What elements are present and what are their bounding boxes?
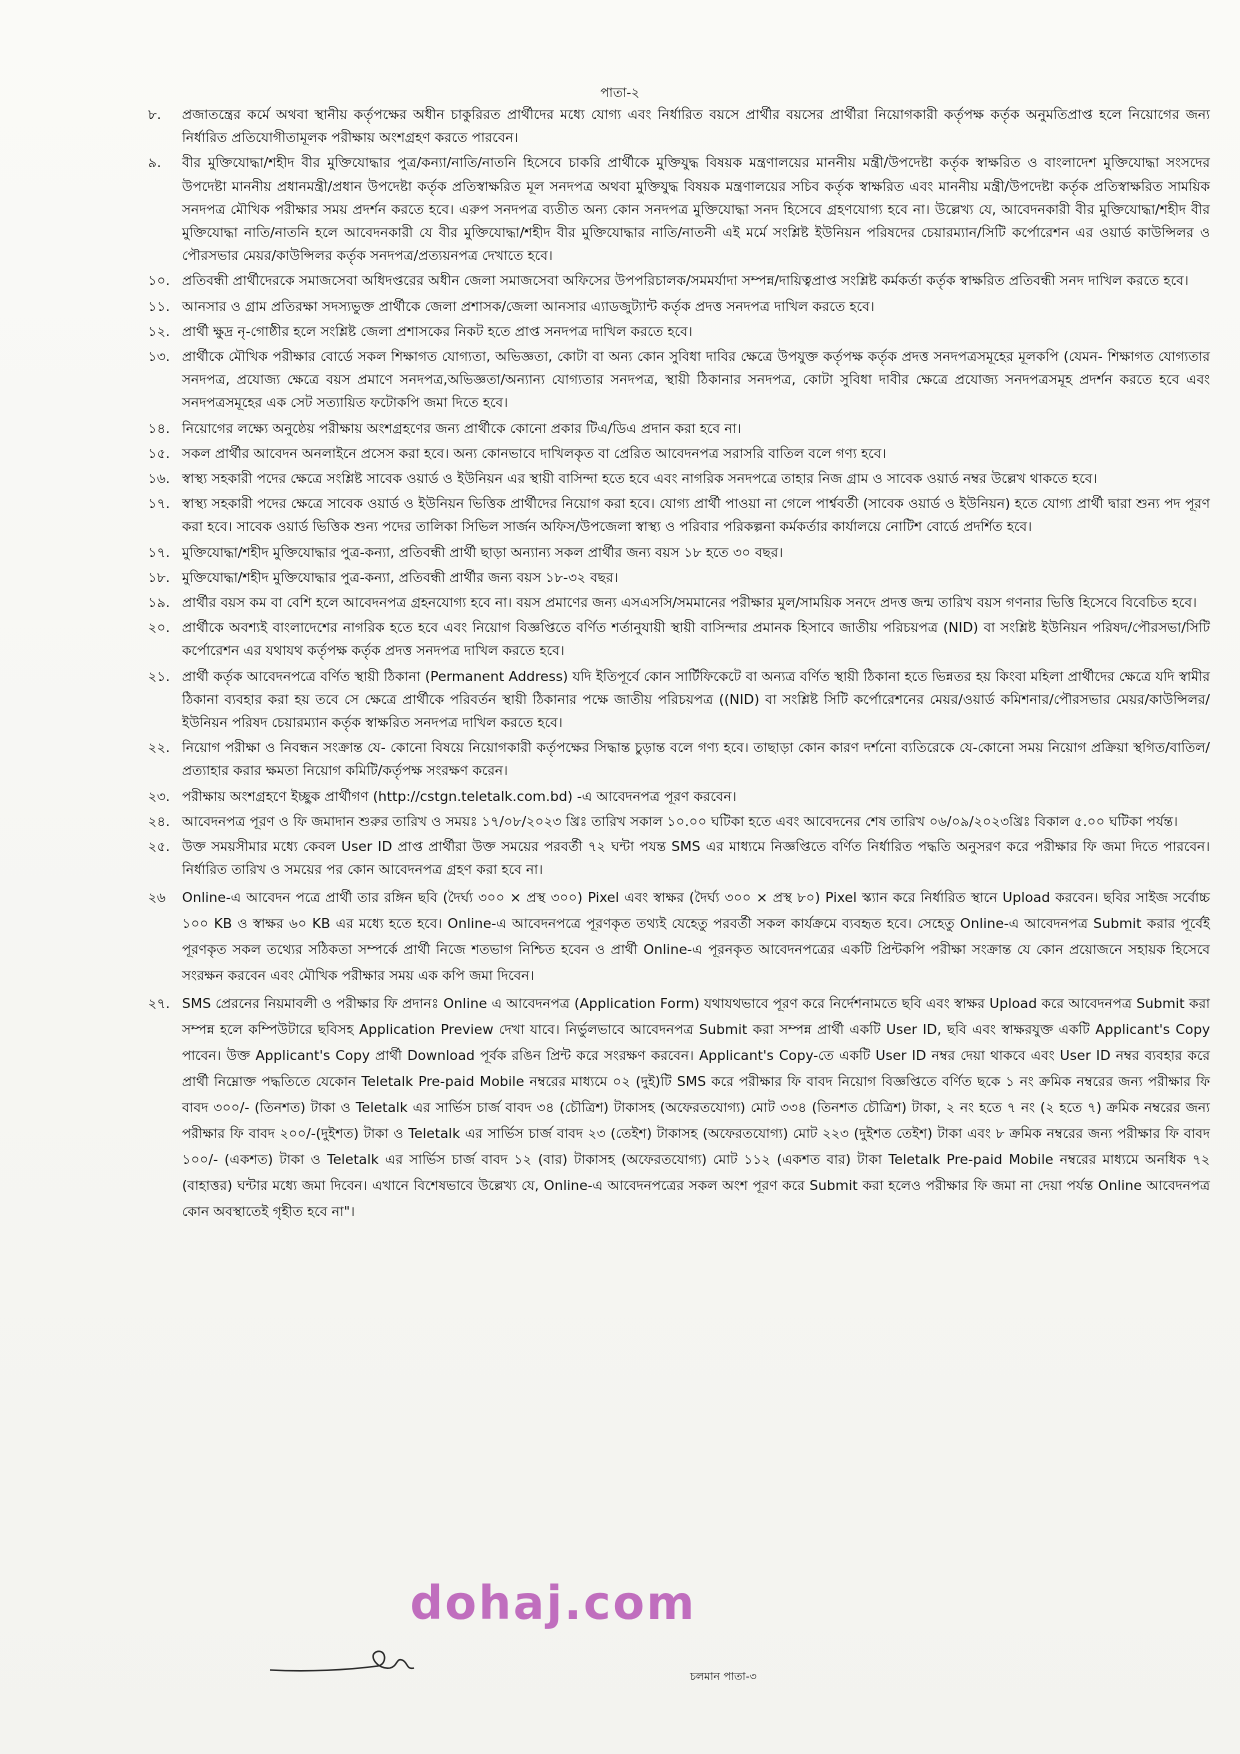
item-text: প্রজাতন্ত্রের কর্মে অথবা স্থানীয় কর্তৃপক্ষের অধীন চাকুরিরত প্রার্থীদের মধ্যে যোগ্য এবং নির্ধারিত বয়সে প্রার্থীর বয়সের প্রার্থীরা নিয়োগকারী কর্তৃপক্ষ কর্তৃক অনুমতিপ্রাপ্ত হলে নিয়োগের জন্য নির্ধারিত প্রতিযোগীতামূলক পরীক্ষায় অংশগ্রহণ করতে পারবেন। bbox=[182, 107, 1210, 147]
signature-icon bbox=[268, 1640, 438, 1684]
list-item bbox=[148, 468, 1210, 491]
list-item bbox=[148, 296, 1210, 319]
item-number: ২২. bbox=[148, 740, 170, 757]
list-item bbox=[148, 493, 1210, 539]
item-text: নিয়োগ পরীক্ষা ও নিবন্ধন সংক্রান্ত যে- কোনো বিষয়ে নিয়োগকারী কর্তৃপক্ষের সিদ্ধান্ত চুড়ান্ত বলে গণ্য হবে। তাছাড়া কোন কারণ দর্শনো ব্যতিরেকে যে-কোনো সময় নিয়োগ প্রক্রিয়া স্থগিত/বাতিল/প্রত্যাহার করার ক্ষমতা নিয়োগ কমিটি/কর্তৃপক্ষ সংরক্ষণ করেন। bbox=[182, 740, 1210, 780]
list-item bbox=[148, 270, 1210, 293]
item-text: প্রার্থী কর্তৃক আবেদনপত্রে বর্ণিত স্থায়ী ঠিকানা (Permanent Address) যদি ইতিপূর্বে কোন সার্টিফিকেটে বা অন্যত্র বর্ণিত স্থায়ী ঠিকানা হতে ভিন্নতর হয় কিংবা মহিলা প্রার্থীদের ক্ষেত্রে যদি স্বামীর ঠিকানা ব্যবহার করা হয় তবে সে ক্ষেত্রে প্রার্থীকে পরিবর্তন স্থায়ী ঠিকানার পক্ষে জাতীয় পরিচয়পত্র ((NID) বা সংশ্লিষ্ট সিটি কর্পোরেশনের মেয়র/ওয়ার্ড কমিশনার/পৌরসভার মেয়র/কাউন্সিলর/ইউনিয়ন পরিষদ চেয়ারম্যান কর্তৃক স্বাক্ষরিত সনদপত্র দাখিল করতে হবে। bbox=[182, 668, 1210, 732]
item-number: ১৬. bbox=[148, 471, 170, 488]
item-text: SMS প্রেরনের নিয়মাবলী ও পরীক্ষার ফি প্রদানঃ Online এ আবেদনপত্র (Application Form) যথাযথভাবে পূরণ করে নির্দেশনামতে ছবি এবং স্বাক্ষর Upload করে আবেদনপত্র Submit করা সম্পন্ন হলে কম্পিউটারে ছবিসহ Application Preview দেখা যাবে। নির্ভুলভাবে আবেদনপত্র Submit করা সম্পন্ন প্রার্থী একটি User ID, ছবি এবং স্বাক্ষরযুক্ত একটি Applicant's Copy পাবেন। উক্ত Applicant's Copy প্রার্থী Download পূর্বক রঙিন প্রিন্ট করে সংরক্ষণ করবেন। Applicant's Copy-তে একটি User ID নম্বর দেয়া থাকবে এবং User ID নম্বর ব্যবহার করে প্রার্থী নিম্নোক্ত পদ্ধতিতে যেকোন Teletalk Pre-paid Mobile নম্বরের মাধ্যমে ০২ (দুই)টি SMS করে পরীক্ষার ফি বাবদ নিয়োগ বিজ্ঞপ্তিতে বর্ণিত ছকে ১ নং ক্রমিক নম্বরের জন্য পরীক্ষার ফি বাবদ ৩০০/- (তিনশত) টাকা ও Teletalk এর সার্ভিস চার্জ বাবদ ৩৪ (চৌত্রিশ) টাকাসহ (অফেরতযোগ্য) মোট ৩৩৪ (তিনশত চৌত্রিশ) টাকা, ২ নং হতে ৭ নং (২ হতে ৭) ক্রমিক নম্বরের জন্য পরীক্ষার ফি বাবদ ২০০/-(দুইশত) টাকা ও Teletalk এর সার্ভিস চার্জ বাবদ ২৩ (তেইশ) টাকাসহ (অফেরতযোগ্য) মোট ২২৩ (দুইশত তেইশ) টাকা এবং ৮ ক্রমিক নম্বরের জন্য পরীক্ষার ফি বাবদ ১০০/- (একশত) টাকা ও Teletalk এর সার্ভিস চার্জ বাবদ ১২ (বার) টাকাসহ (অফেরতযোগ্য) মোট ১১২ (একশত বার) টাকা Teletalk Pre-paid Mobile নম্বরের মাধ্যমে অনধিক ৭২ (বাহাত্তর) ঘন্টার মধ্যে জমা দিবেন। এখানে বিশেষভাবে উল্লেখ্য যে, Online-এ আবেদনপত্রের সকল অংশ পূরণ করে Submit করা হলেও পরীক্ষার ফি জমা না দেয়া পর্যন্ত Online আবেদনপত্র কোন অবস্থাতেই গৃহীত হবে না"। bbox=[182, 995, 1210, 1220]
item-text: মুক্তিযোদ্ধা/শহীদ মুক্তিযোদ্ধার পুত্র-কন্যা, প্রতিবন্ধী প্রার্থী ছাড়া অন্যান্য সকল প্রার্থীর জন্য বয়স ১৮ হতে ৩০ বছর। bbox=[182, 544, 784, 561]
list-item bbox=[148, 786, 1210, 809]
item-number: ৮. bbox=[148, 107, 162, 123]
conditions-list bbox=[148, 104, 1210, 1227]
page-number: পাতা-২ bbox=[600, 86, 640, 101]
item-number: ১০. bbox=[148, 273, 170, 290]
item-number: ১৭. bbox=[148, 544, 170, 561]
item-text: আনসার ও গ্রাম প্রতিরক্ষা সদস্যভুক্ত প্রার্থীকে জেলা প্রশাসক/জেলা আনসার এ্যাডজুট্যান্ট কর্তৃক প্রদত্ত সনদপত্র দাখিল করতে হবে। bbox=[182, 298, 875, 315]
item-number: ২৭. bbox=[148, 995, 170, 1012]
item-text: প্রার্থীকে অবশ্যই বাংলাদেশের নাগরিক হতে হবে এবং নিয়োগ বিজ্ঞপ্তিতে বর্ণিত শর্তানুযায়ী স্থায়ী বাসিন্দার প্রমানক হিসাবে জাতীয় পরিচয়পত্র (NID) বা সংশ্লিষ্ট ইউনিয়ন পরিষদ/পৌরসভা/সিটি কর্পোরেশন এর যথাযথ কর্তৃপক্ষ কর্তৃক প্রদত্ত সনদপত্র দাখিল করতে হবে। bbox=[182, 620, 1210, 660]
item-number: ১৪. bbox=[148, 420, 170, 437]
item-number: ১৭. bbox=[148, 496, 170, 513]
list-item bbox=[148, 885, 1210, 989]
item-text: প্রার্থী ক্ষুদ্র নৃ-গোষ্ঠীর হলে সংশ্লিষ্ট জেলা প্রশাসকের নিকট হতে প্রাপ্ত সনদপত্র দাখিল করতে হবে। bbox=[182, 323, 693, 340]
item-text: প্রতিবন্ধী প্রার্থীদেরকে সমাজসেবা অধিদপ্তরের অধীন জেলা সমাজসেবা অফিসের উপপরিচালক/সমমর্যাদা সম্পন্ন/দায়িত্বপ্রাপ্ত সংশ্লিষ্ট কর্মকর্তা কর্তৃক স্বাক্ষরিত প্রতিবন্ধী সনদ দাখিল করতে হবে। bbox=[182, 273, 1189, 290]
item-number: ১১. bbox=[148, 298, 170, 315]
item-text: স্বাস্থ্য সহকারী পদের ক্ষেত্রে সাবেক ওয়ার্ড ও ইউনিয়ন ভিত্তিক প্রার্থীদের নিয়োগ করা হবে। যোগ্য প্রার্থী পাওয়া না গেলে পার্শ্ববর্তী (সাবেক ওয়ার্ড ও ইউনিয়ন) হতে যোগ্য প্রার্থী দ্বারা শুন্য পদ পূরণ করা হবে। সাবেক ওয়ার্ড ভিত্তিক শুন্য পদের তালিকা সিভিল সার্জন অফিস/উপজেলা স্বাস্থ্য ও পরিবার পরিকল্পনা কর্মকর্তার কার্যালয়ে নোটিশ বোর্ডে প্রদর্শিত হবে। bbox=[182, 496, 1210, 536]
list-item bbox=[148, 836, 1210, 882]
list-item bbox=[148, 152, 1210, 268]
list-item bbox=[148, 443, 1210, 466]
item-text: সকল প্রার্থীর আবেদন অনলাইনে প্রসেস করা হবে। অন্য কোনভাবে দাখিলকৃত বা প্রেরিত আবেদনপত্র সরাসরি বাতিল বলে গণ্য হবে। bbox=[182, 445, 887, 462]
list-item bbox=[148, 104, 1210, 150]
list-item bbox=[148, 666, 1210, 736]
item-text: আবেদনপত্র পূরণ ও ফি জমাদান শুরুর তারিখ ও সময়ঃ ১৭/০৮/২০২৩ খ্রিঃ তারিখ সকাল ১০.০০ ঘটিকা হতে এবং আবেদনের শেষ তারিখ ০৬/০৯/২০২৩খ্রিঃ বিকাল ৫.০০ ঘটিকা পর্যন্ত। bbox=[182, 813, 1178, 830]
item-number: ২০. bbox=[148, 620, 170, 637]
list-item bbox=[148, 346, 1210, 416]
list-item bbox=[148, 542, 1210, 565]
item-number: ২৬ bbox=[148, 889, 166, 906]
list-item bbox=[148, 737, 1210, 783]
item-text: উক্ত সময়সীমার মধ্যে কেবল User ID প্রাপ্ত প্রার্থীরা উক্ত সময়ের পরবর্তী ৭২ ঘন্টা পযন্ত SMS এর মাধ্যমে নিজ্ঞপ্তিতে বর্ণিত নির্ধারিত পদ্ধতি অনুসরণ করে পরীক্ষার ফি জমা দিতে পারবেন। নির্ধারিত তারিখ ও সময়ের পর কোন আবেদনপত্র গ্রহণ করা হবে না। bbox=[182, 839, 1210, 879]
list-item bbox=[148, 811, 1210, 834]
list-item bbox=[148, 321, 1210, 344]
list-item bbox=[148, 418, 1210, 441]
item-number: ১৮. bbox=[148, 569, 170, 586]
list-item bbox=[148, 592, 1210, 615]
list-item bbox=[148, 617, 1210, 663]
item-text: প্রার্থীর বয়স কম বা বেশি হলে আবেদনপত্র গ্রহনযোগ্য হবে না। বয়স প্রমাণের জন্য এসএসসি/সমমানের পরীক্ষার মুল/সাময়িক সনদে প্রদত্ত জন্ম তারিখ বয়স গণনার ভিত্তি হিসেবে বিবেচিত হবে। bbox=[182, 595, 1197, 612]
item-number: ১৯. bbox=[148, 595, 170, 612]
item-text: পরীক্ষায় অংশগ্রহণে ইচ্ছুক প্রার্থীগণ (http://cstgn.teletalk.com.bd) -এ আবেদনপত্র পূরণ করবেন। bbox=[182, 788, 737, 805]
item-text: মুক্তিযোদ্ধা/শহীদ মুক্তিযোদ্ধার পুত্র-কন্যা, প্রতিবন্ধী প্রার্থীর জন্য বয়স ১৮-৩২ বছর। bbox=[182, 569, 619, 586]
item-number: ১২. bbox=[148, 323, 170, 340]
item-number: ১৩. bbox=[148, 349, 170, 366]
item-number: ২৫. bbox=[148, 839, 170, 856]
watermark: dohaj.com bbox=[410, 1576, 697, 1630]
item-text: প্রার্থীকে মৌখিক পরীক্ষার বোর্ডে সকল শিক্ষাগত যোগ্যতা, অভিজ্ঞতা, কোটা বা অন্য কোন সুবিধা দাবির ক্ষেত্রে উপযুক্ত কর্তৃপক্ষ কর্তৃক প্রদত্ত সনদপত্রসমূহের মূলকপি (যেমন- শিক্ষাগত যোগ্যতার সনদপত্র, প্রযোজ্য ক্ষেত্রে বয়স প্রমাণে সনদপত্র,অভিজ্ঞতা/অন্যান্য যোগ্যতার সনদপত্র, স্থায়ী ঠিকানার সনদপত্র, কোটা সুবিধা দাবীর ক্ষেত্রে প্রযোজ্য সনদপত্রসমূহ প্রদর্শন করতে হবে এবং সনদপত্রসমূহের এক সেট সত্যায়িত ফটোকপি জমা দিতে হবে। bbox=[182, 349, 1210, 412]
item-number: ২৪. bbox=[148, 813, 170, 830]
item-number: ২১. bbox=[148, 668, 170, 685]
item-text: নিয়োগের লক্ষ্যে অনুষ্ঠেয় পরীক্ষায় অংশগ্রহণের জন্য প্রার্থীকে কোনো প্রকার টিএ/ডিএ প্রদান করা হবে না। bbox=[182, 420, 742, 437]
list-item bbox=[148, 991, 1210, 1225]
item-text: স্বাস্থ্য সহকারী পদের ক্ষেত্রে সংশ্লিষ্ট সাবেক ওয়ার্ড ও ইউনিয়ন এর স্থায়ী বাসিন্দা হতে হবে এবং নাগরিক সনদপত্রে তাহার নিজ গ্রাম ও সাবেক ওয়ার্ড নম্বর উল্লেখ থাকতে হবে। bbox=[182, 471, 1098, 488]
item-number: ২৩. bbox=[148, 788, 170, 805]
item-text: Online-এ আবেদন পত্রে প্রার্থী তার রঙ্গিন ছবি (দৈর্ঘ্য ৩০০ × প্রস্থ ৩০০) Pixel এবং স্বাক্ষর (দৈর্ঘ্য ৩০০ × প্রস্থ ৮০) Pixel স্ক্যান করে নির্ধারিত স্থানে Upload করবেন। ছবির সাইজ সর্বোচ্চ ১০০ KB ও স্বাক্ষর ৬০ KB এর মধ্যে হতে হবে। Online-এ আবেদনপত্রে পূরণকৃত তথ্যই যেহেতু পরবর্তী সকল কার্যক্রমে ব্যবহৃত হবে। সেহেতু Online-এ আবেদনপত্র Submit করার পূর্বেই পূরণকৃত সকল তথ্যের সঠিকতা সম্পর্কে প্রার্থী নিজে শতভাগ নিশ্চিত হবেন ও প্রার্থী Online-এ পূরনকৃত আবেদনপত্রের একটি প্রিন্টকপি পরীক্ষা সংক্রান্ত যে কোন প্রয়োজনে সহায়ক হিসেবে সংরক্ষন করবেন এবং মৌখিক পরীক্ষার সময় এক কপি জমা দিবেন। bbox=[182, 889, 1210, 984]
item-number: ৯. bbox=[148, 155, 162, 172]
list-item bbox=[148, 567, 1210, 590]
continued-page-note: চলমান পাতা-৩ bbox=[690, 1670, 757, 1683]
item-number: ১৫. bbox=[148, 445, 170, 462]
item-text: বীর মুক্তিযোদ্ধা/শহীদ বীর মুক্তিযোদ্ধার পুত্র/কন্যা/নাতি/নাতনি হিসেবে চাকরি প্রার্থীকে মুক্তিযুদ্ধ বিষয়ক মন্ত্রণালয়ের মাননীয় মন্ত্রী/উপদেষ্টা কর্তৃক স্বাক্ষরিত ও বাংলাদেশ মুক্তিযোদ্ধা সংসদের উপদেষ্টা মাননীয় প্রধানমন্ত্রী/প্রধান উপদেষ্টা কর্তৃক প্রতিস্বাক্ষরিত মূল সনদপত্র অথবা মুক্তিযুদ্ধ বিষয়ক মন্ত্রণালয়ের সচিব কর্তৃক স্বাক্ষরিত এবং মাননীয় মন্ত্রী/উপদেষ্টা কর্তৃক প্রতিস্বাক্ষরিত সাময়িক সনদপত্র মৌখিক পরীক্ষার সময় প্রদর্শন করতে হবে। এরুপ সনদপত্র ব্যতীত অন্য কোন সনদপত্র মুক্তিযোদ্ধা সনদ হিসেবে গ্রহণযোগ্য হবে না। উল্লেখ্য যে, আবেদনকারী বীর মুক্তিযোদ্ধা/শহীদ বীর মুক্তিযোদ্ধা নাতি/নাতনি হলে আবেদনকারী যে বীর মুক্তিযোদ্ধা/শহীদ বীর মুক্তিযোদ্ধার নাতি/নাতনী এই মর্মে সংশ্লিষ্ট ইউনিয়ন পরিষদের চেয়ারম্যান/সিটি কর্পোরেশন এর ওয়ার্ড কাউন্সিলর ও পৌরসভার মেয়র/কাউন্সিলর কর্তৃক সনদপত্র/প্রত্যয়নপত্র দেখাতে হবে। bbox=[182, 155, 1210, 265]
